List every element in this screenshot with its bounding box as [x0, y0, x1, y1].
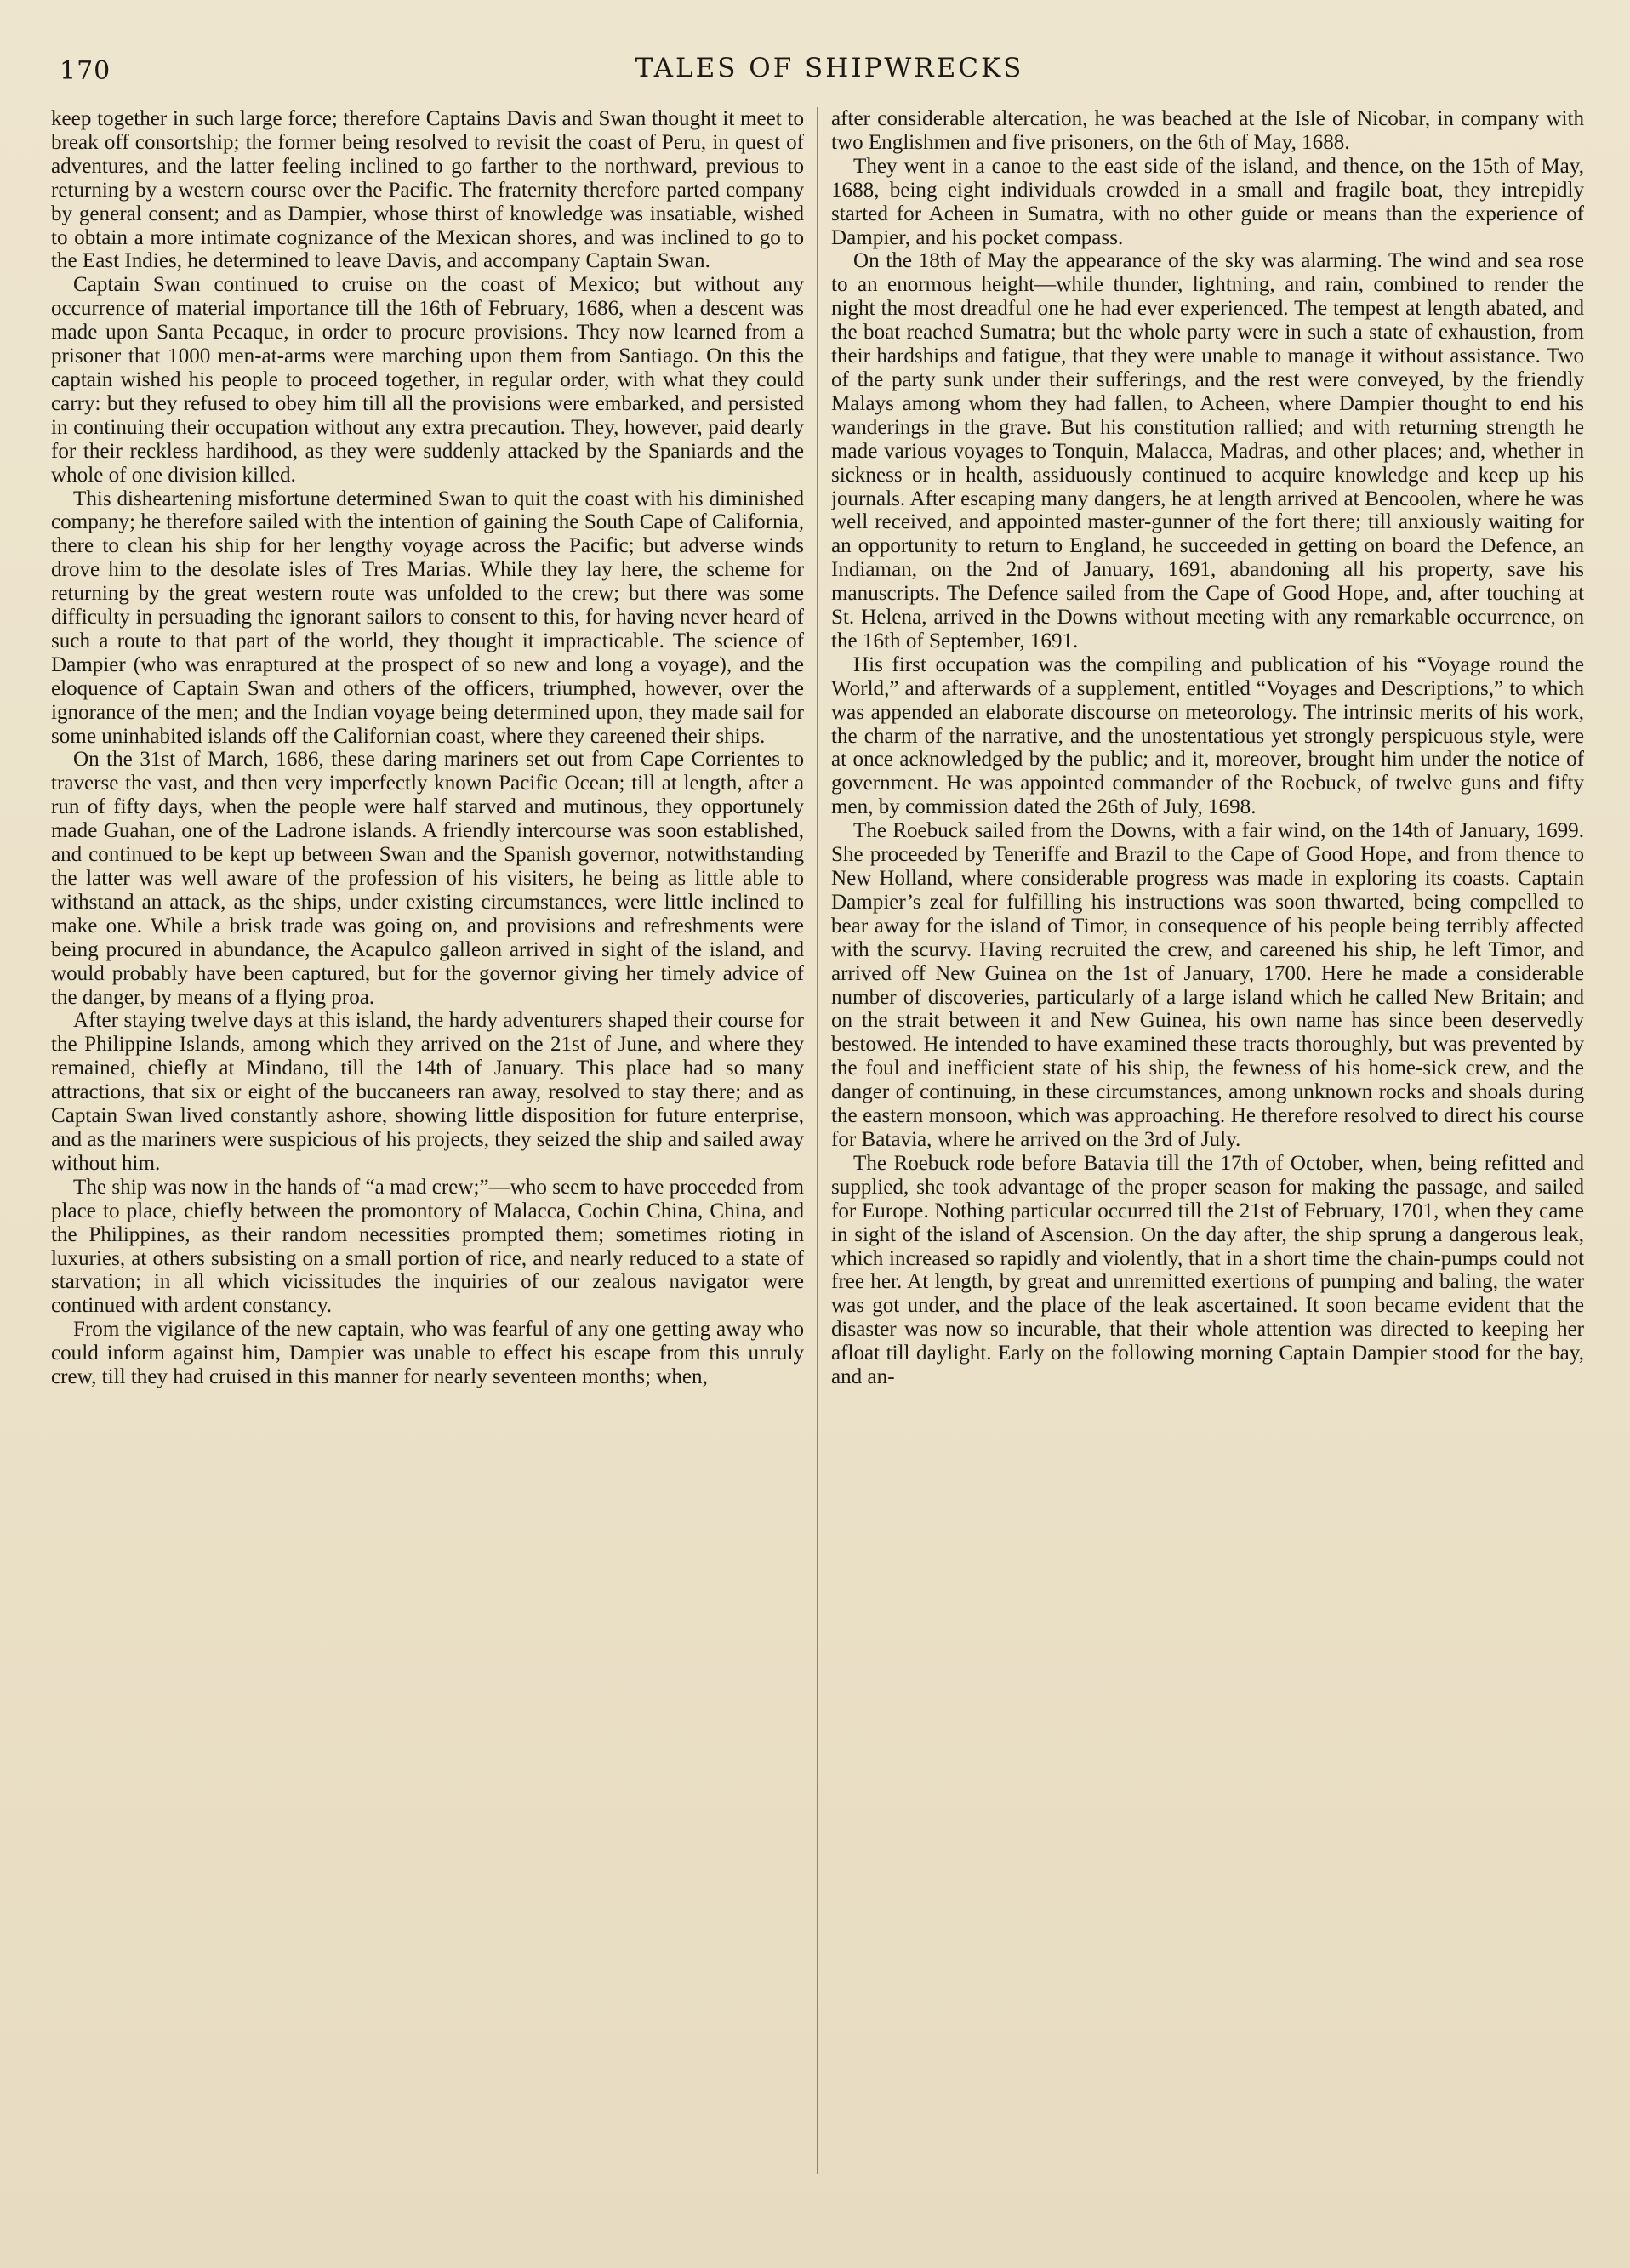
- column-divider: [817, 107, 818, 2174]
- paragraph: From the vigilance of the new captain, who was fearful of any one getting away who could inform against him, Dampier was unable to effect his escape from this unruly crew, till they had cruised in this manner for nearly seventeen months; when,: [51, 1318, 804, 1389]
- paragraph: After staying twelve days at this island, the hardy adventurers shaped their course for the Philippine Islands, among which they arrived on the 21st of June, and where they remained, chiefly at Mindano, till the 14th of January. This place had so many attractions, that six or eight of the buccaneers ran away, resolved to stay there; and as Captain Swan lived constantly ashore, showing little disposition for future enterprise, and as the mariners were suspicious of his projects, they seized the ship and sailed away without him.: [51, 1009, 804, 1175]
- paragraph: The Roebuck sailed from the Downs, with a fair wind, on the 14th of January, 1699. She proceeded by Teneriffe and Brazil to the Cape of Good Hope, and from thence to New Holland, where considerable progress was made in exploring its coasts. Captain Dampier’s zeal for fulfilling his instructions was soon thwarted, being compelled to bear away for the island of Timor, in consequence of his people being terribly affected with the scurvy. Having recruited the crew, and careened his ship, he left Timor, and arrived off New Guinea on the 1st of January, 1700. Here he made a considerable number of discoveries, particularly of a large island which he called New Britain; and on the strait between it and New Guinea, his own name has since been deservedly bestowed. He intended to have examined these tracts thoroughly, but was prevented by the foul and inefficient state of his ship, the fewness of his home-sick crew, and the danger of continuing, in these circumstances, among unknown rocks and shoals during the eastern monsoon, which was approaching. He therefore resolved to direct his course for Batavia, where he arrived on the 3rd of July.: [831, 819, 1584, 1151]
- paragraph: His first occupation was the compiling and publication of his “Voyage round the World,” and afterwards of a supplement, entitled “Voyages and Descriptions,” to which was appended an elaborate discourse on meteorology. The intrinsic merits of his work, the charm of the narrative, and the unostentatious yet strongly perspicuous style, were at once acknowledged by the public; and it, moreover, brought him under the notice of government. He was appointed commander of the Roebuck, of twelve guns and fifty men, by commission dated the 26th of July, 1698.: [831, 652, 1584, 819]
- page-number: 170: [60, 56, 111, 86]
- left-column: [51, 107, 804, 2200]
- paragraph: The Roebuck rode before Batavia till the 17th of October, when, being refitted and supplied, she took advantage of the proper season for making the passage, and sailed for Europe. Nothing particular occurred till the 21st of February, 1701, when they came in sight of the island of Ascension. On the day after, the ship sprung a dangerous leak, which increased so rapidly and violently, that in a short time the chain-pumps could not free her. At length, by great and unremitted exertions of pumping and baling, the water was got under, and the place of the leak ascertained. It soon became evident that the disaster was now so incurable, that their whole attention was directed to keeping her afloat till daylight. Early on the following morning Captain Dampier stood for the bay, and an-: [831, 1151, 1584, 1389]
- paragraph: On the 18th of May the appearance of the sky was alarming. The wind and sea rose to an enormous height—while thunder, lightning, and rain, combined to render the night the most dreadful one he had ever experienced. The tempest at length abated, and the boat reached Sumatra; but the whole party were in such a state of exhaustion, from their hardships and fatigue, that they were unable to manage it without assistance. Two of the party sunk under their sufferings, and the rest were conveyed, by the friendly Malays among whom they had fallen, to Acheen, where Dampier thought to end his wanderings in the grave. But his constitution rallied; and with returning strength he made various voyages to Tonquin, Malacca, Madras, and other places; and, whether in sickness or in health, assiduously continued to acquire knowledge and keep up his journals. After escaping many dangers, he at length arrived at Bencoolen, where he was well received, and appointed master-gunner of the fort there; till anxiously waiting for an opportunity to return to England, he succeeded in getting on board the Defence, an Indiaman, on the 2nd of January, 1691, abandoning all his property, save his manuscripts. The Defence sailed from the Cape of Good Hope, and, after touching at St. Helena, arrived in the Downs without meeting with any remarkable occurrence, on the 16th of September, 1691.: [831, 249, 1584, 652]
- paragraph: This disheartening misfortune determined Swan to quit the coast with his diminished company; he therefore sailed with the intention of gaining the South Cape of California, there to clean his ship for her lengthy voyage across the Pacific; but adverse winds drove him to the desolate isles of Tres Marias. While they lay here, the scheme for returning by the great western route was unfolded to the crew; but there was some difficulty in persuading the ignorant sailors to consent to this, for having never heard of such a route to that part of the world, they thought it impracticable. The science of Dampier (who was enraptured at the prospect of so new and long a voyage), and the eloquence of Captain Swan and others of the officers, triumphed, however, over the ignorance of the men; and the Indian voyage being determined upon, they made sail for some uninhabited islands off the Californian coast, where they careened their ships.: [51, 487, 804, 748]
- paragraph: keep together in such large force; therefore Captains Davis and Swan thought it meet to break off consortship; the former being resolved to revisit the coast of Peru, in quest of adventures, and the latter feeling inclined to go farther to the northward, previous to returning by a western course over the Pacific. The fraternity therefore parted company by general consent; and as Dampier, whose thirst of knowledge was insatiable, wished to obtain a more intimate cognizance of the Mexican shores, and was inclined to go to the East Indies, he determined to leave Davis, and accompany Captain Swan.: [51, 107, 804, 273]
- right-column: [831, 107, 1584, 2200]
- page-header: [60, 49, 1599, 92]
- paragraph: Captain Swan continued to cruise on the coast of Mexico; but without any occurrence of material importance till the 16th of February, 1686, when a descent was made upon Santa Pecaque, in order to procure provisions. They now learned from a prisoner that 1000 men-at-arms were marching upon them from Santiago. On this the captain wished his people to proceed together, in regular order, with what they could carry: but they refused to obey him till all the provisions were embarked, and persisted in continuing their occupation without any extra precaution. They, however, paid dearly for their reckless hardihood, as they were suddenly attacked by the Spaniards and the whole of one division killed.: [51, 273, 804, 487]
- running-title: TALES OF SHIPWRECKS: [635, 53, 1024, 83]
- paragraph: after considerable altercation, he was beached at the Isle of Nicobar, in company with two Englishmen and five prisoners, on the 6th of May, 1688.: [831, 107, 1584, 154]
- text-columns: [51, 107, 1601, 2200]
- paragraph: The ship was now in the hands of “a mad crew;”—who seem to have proceeded from place to place, chiefly between the promontory of Malacca, Cochin China, China, and the Philippines, as their random necessities prompted them; sometimes rioting in luxuries, at others subsisting on a small portion of rice, and nearly reduced to a state of starvation; in all which vicissitudes the inquiries of our zealous navigator were continued with ardent constancy.: [51, 1175, 804, 1318]
- paragraph: They went in a canoe to the east side of the island, and thence, on the 15th of May, 1688, being eight individuals crowded in a small and fragile boat, they intrepidly started for Acheen in Sumatra, with no other guide or means than the experience of Dampier, and his pocket compass.: [831, 154, 1584, 249]
- paragraph: On the 31st of March, 1686, these daring mariners set out from Cape Corrientes to traverse the vast, and then very imperfectly known Pacific Ocean; till at length, after a run of fifty days, when the people were half starved and mutinous, they opportunely made Guahan, one of the Ladrone islands. A friendly intercourse was soon established, and continued to be kept up between Swan and the Spanish governor, notwithstanding the latter was well aware of the profession of his visiters, he being as little able to withstand an attack, as the ships, under existing circumstances, were little inclined to make one. While a brisk trade was going on, and provisions and refreshments were being procured in abundance, the Acapulco galleon arrived in sight of the island, and would probably have been captured, but for the governor giving her timely advice of the danger, by means of a flying proa.: [51, 748, 804, 1009]
